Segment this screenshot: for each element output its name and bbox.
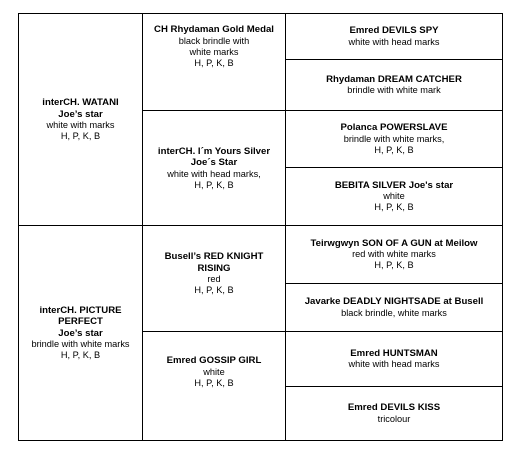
dog-name: Joe’s star bbox=[58, 108, 103, 120]
dog-tests: H, P, K, B bbox=[374, 202, 414, 213]
dog-tests: H, P, K, B bbox=[194, 285, 234, 295]
dog-coat: black brindle with bbox=[178, 35, 250, 46]
great-grandparent-cell bbox=[286, 387, 502, 440]
great-grandparent-cell bbox=[286, 226, 502, 283]
dog-coat: black brindle, white marks bbox=[341, 307, 447, 318]
dog-coat: white bbox=[383, 191, 405, 202]
great-grandparent-cell bbox=[286, 111, 502, 167]
dog-name: Emred DEVILS SPY bbox=[349, 25, 439, 37]
dog-name: PERFECT bbox=[58, 316, 103, 328]
dog-coat: white with head marks bbox=[348, 359, 440, 370]
dog-coat: brindle with white marks, bbox=[343, 133, 445, 144]
dog-name: interCH. WATANI bbox=[42, 97, 119, 108]
dog-name: Teirwgwyn SON OF A GUN at Meilow bbox=[310, 237, 478, 249]
dog-coat: red with white marks bbox=[352, 249, 436, 260]
dog-name: Polanca POWERSLAVE bbox=[340, 122, 448, 134]
dam-cell bbox=[19, 226, 142, 440]
dog-coat: brindle with white marks bbox=[31, 339, 130, 350]
dog-tests: H, P, K, B bbox=[60, 131, 101, 141]
dog-name: Joe´s Star bbox=[190, 157, 238, 168]
dog-coat: white with marks bbox=[46, 120, 115, 130]
dog-name: RISING bbox=[197, 262, 231, 274]
dog-tests: H, P, K, B bbox=[194, 57, 234, 68]
dog-tests: H, P, K, B bbox=[194, 179, 234, 190]
dog-coat: brindle with white mark bbox=[347, 85, 441, 96]
dog-tests: H, P, K, B bbox=[374, 144, 414, 155]
dog-name: Emred DEVILS KISS bbox=[347, 402, 441, 414]
dog-coat: white marks bbox=[189, 46, 239, 57]
grandparent-cell bbox=[143, 111, 285, 225]
great-grandparent-cell bbox=[286, 60, 502, 110]
pedigree-table bbox=[18, 13, 503, 441]
dog-name: CH Rhydaman Gold Medal bbox=[154, 24, 274, 35]
dog-coat: white bbox=[203, 366, 225, 377]
dog-tests: H, P, K, B bbox=[374, 260, 414, 271]
dog-coat: white with head marks bbox=[348, 36, 440, 47]
grandparent-cell bbox=[143, 355, 285, 440]
dog-name: Busell’s RED KNIGHT bbox=[164, 251, 264, 262]
dog-coat: red bbox=[207, 274, 221, 284]
dog-name: BEBITA SILVER Joe's star bbox=[334, 179, 454, 191]
dog-name: Emred HUNTSMAN bbox=[350, 347, 438, 359]
great-grandparent-cell bbox=[286, 168, 502, 225]
sire-cell bbox=[19, 14, 142, 225]
dog-tests: H, P, K, B bbox=[194, 377, 234, 388]
great-grandparent-cell bbox=[286, 14, 502, 59]
dog-name: Joe’s star bbox=[58, 327, 103, 339]
dog-name: interCH. I´m Yours Silver bbox=[157, 145, 271, 157]
dog-name: interCH. PICTURE bbox=[39, 304, 122, 316]
dog-coat: white with head marks, bbox=[167, 168, 261, 179]
dog-name: Rhydaman DREAM CATCHER bbox=[326, 73, 462, 85]
great-grandparent-cell bbox=[286, 284, 502, 331]
dog-name: Javarke DEADLY NIGHTSADE at Busell bbox=[304, 296, 484, 308]
dog-name: Emred GOSSIP GIRL bbox=[166, 355, 262, 366]
grandparent-cell bbox=[143, 251, 285, 331]
dog-coat: tricolour bbox=[377, 413, 411, 424]
dog-tests: H, P, K, B bbox=[60, 350, 101, 361]
grandparent-cell bbox=[143, 24, 285, 110]
great-grandparent-cell bbox=[286, 332, 502, 386]
